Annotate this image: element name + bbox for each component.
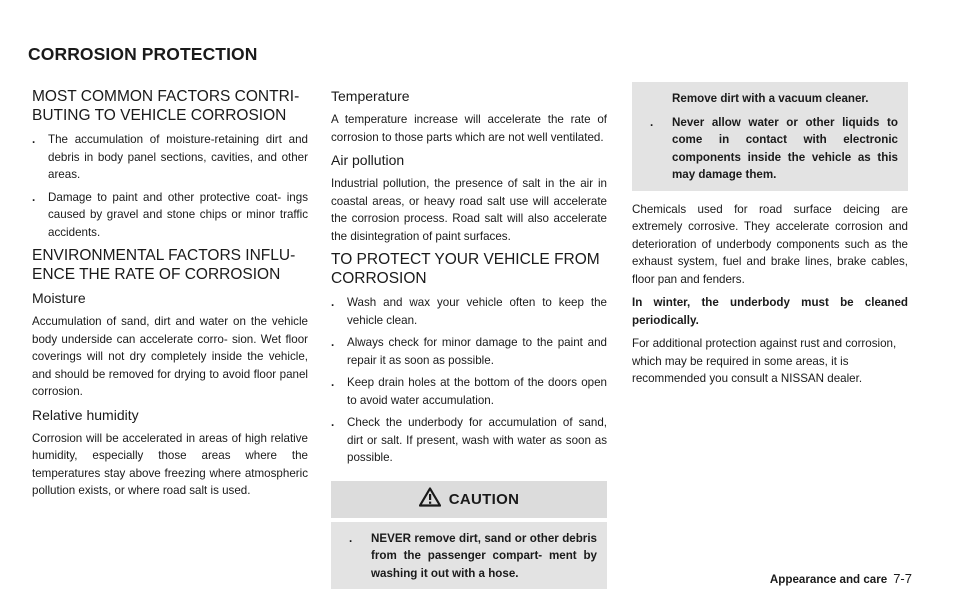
winter-paragraph: In winter, the underbody must be cleaned periodically. — [632, 296, 908, 327]
list-item: . The accumulation of moisture-retaining dirt and debris in body panel sections, cavities, and other areas. — [32, 133, 308, 181]
list-item: . Wash and wax your vehicle often to keep the vehicle clean. — [331, 296, 607, 327]
heading-moisture: Moisture — [32, 290, 86, 306]
air-pollution-paragraph: Industrial pollution, the presence of salt in the air in coastal areas, or heavy road salt use will accelerate the corrosion process. Road salt will also accelerate the disintegration of paint surfaces. — [331, 177, 607, 243]
page-number: 7-7 — [893, 571, 912, 586]
heading-relative-humidity: Relative humidity — [32, 406, 139, 423]
list-item: . Keep drain holes at the bottom of the doors open to avoid water accumulation. — [331, 376, 607, 407]
warning-icon — [419, 487, 441, 512]
caution-item: . NEVER remove dirt, sand or other debris from the passenger compart- ment by washing it out with a hose. — [349, 531, 597, 580]
column-1 — [32, 88, 308, 506]
caution-item: . Never allow water or other liquids to come in contact with electronic components inside the vehicle as this may damage them. — [650, 115, 898, 181]
moisture-paragraph: Accumulation of sand, dirt and water on the vehicle body underside can accelerate corro- sion. Wet floor coverings will not dry completely inside the vehicle, and should be removed for drying to avoid floor panel corrosion. — [32, 315, 308, 398]
caution-label: CAUTION — [448, 490, 520, 508]
caution-continued-text: Remove dirt with a vacuum cleaner. — [672, 92, 869, 105]
column-2 — [331, 88, 607, 589]
list-item: . Damage to paint and other protective coat- ings caused by gravel and stone chips or minor traffic accidents. — [32, 190, 308, 239]
list-item: . Check the underbody for accumulation of sand, dirt or salt. If present, wash with water as soon as possible. — [331, 416, 607, 464]
list-item: . Always check for minor damage to the paint and repair it as soon as possible. — [331, 336, 607, 367]
heading-air-pollution: Air pollution — [331, 152, 405, 168]
caution-continued — [632, 82, 908, 191]
additional-protection-paragraph: For additional protection against rust and corrosion, which may be required in some areas, it is recommended you consult a NISSAN dealer. — [632, 337, 897, 385]
heading-temperature: Temperature — [331, 88, 410, 104]
caution-header — [331, 481, 607, 518]
chemicals-paragraph: Chemicals used for road surface deicing are extremely corrosive. They accelerate corrosion and deterioration of underbody components such as the exhaust system, fuel and brake lines, brake cables, floor pan and fenders. — [632, 202, 908, 286]
humidity-paragraph: Corrosion will be accelerated in areas of high relative humidity, especially those areas where the temperatures stay above freezing where atmospheric pollution exists, or where road salt is used. — [32, 431, 308, 497]
common-factors-list — [32, 131, 308, 241]
heading-protect-vehicle: TO PROTECT YOUR VEHICLE FROM CORROSION — [331, 251, 600, 287]
column-3 — [632, 82, 908, 394]
heading-common-factors: MOST COMMON FACTORS CONTRI- BUTING TO VEHICLE CORROSION — [32, 88, 300, 124]
temperature-paragraph: A temperature increase will accelerate the rate of corrosion to those parts which are not well ventilated. — [331, 113, 607, 144]
page-footer — [770, 571, 912, 586]
page-title: CORROSION PROTECTION — [28, 44, 258, 64]
heading-environmental-factors: ENVIRONMENTAL FACTORS INFLU- ENCE THE RATE OF CORROSION — [32, 247, 296, 283]
footer-section: Appearance and care — [769, 573, 888, 586]
caution-body — [331, 522, 607, 590]
protect-list — [331, 294, 607, 467]
